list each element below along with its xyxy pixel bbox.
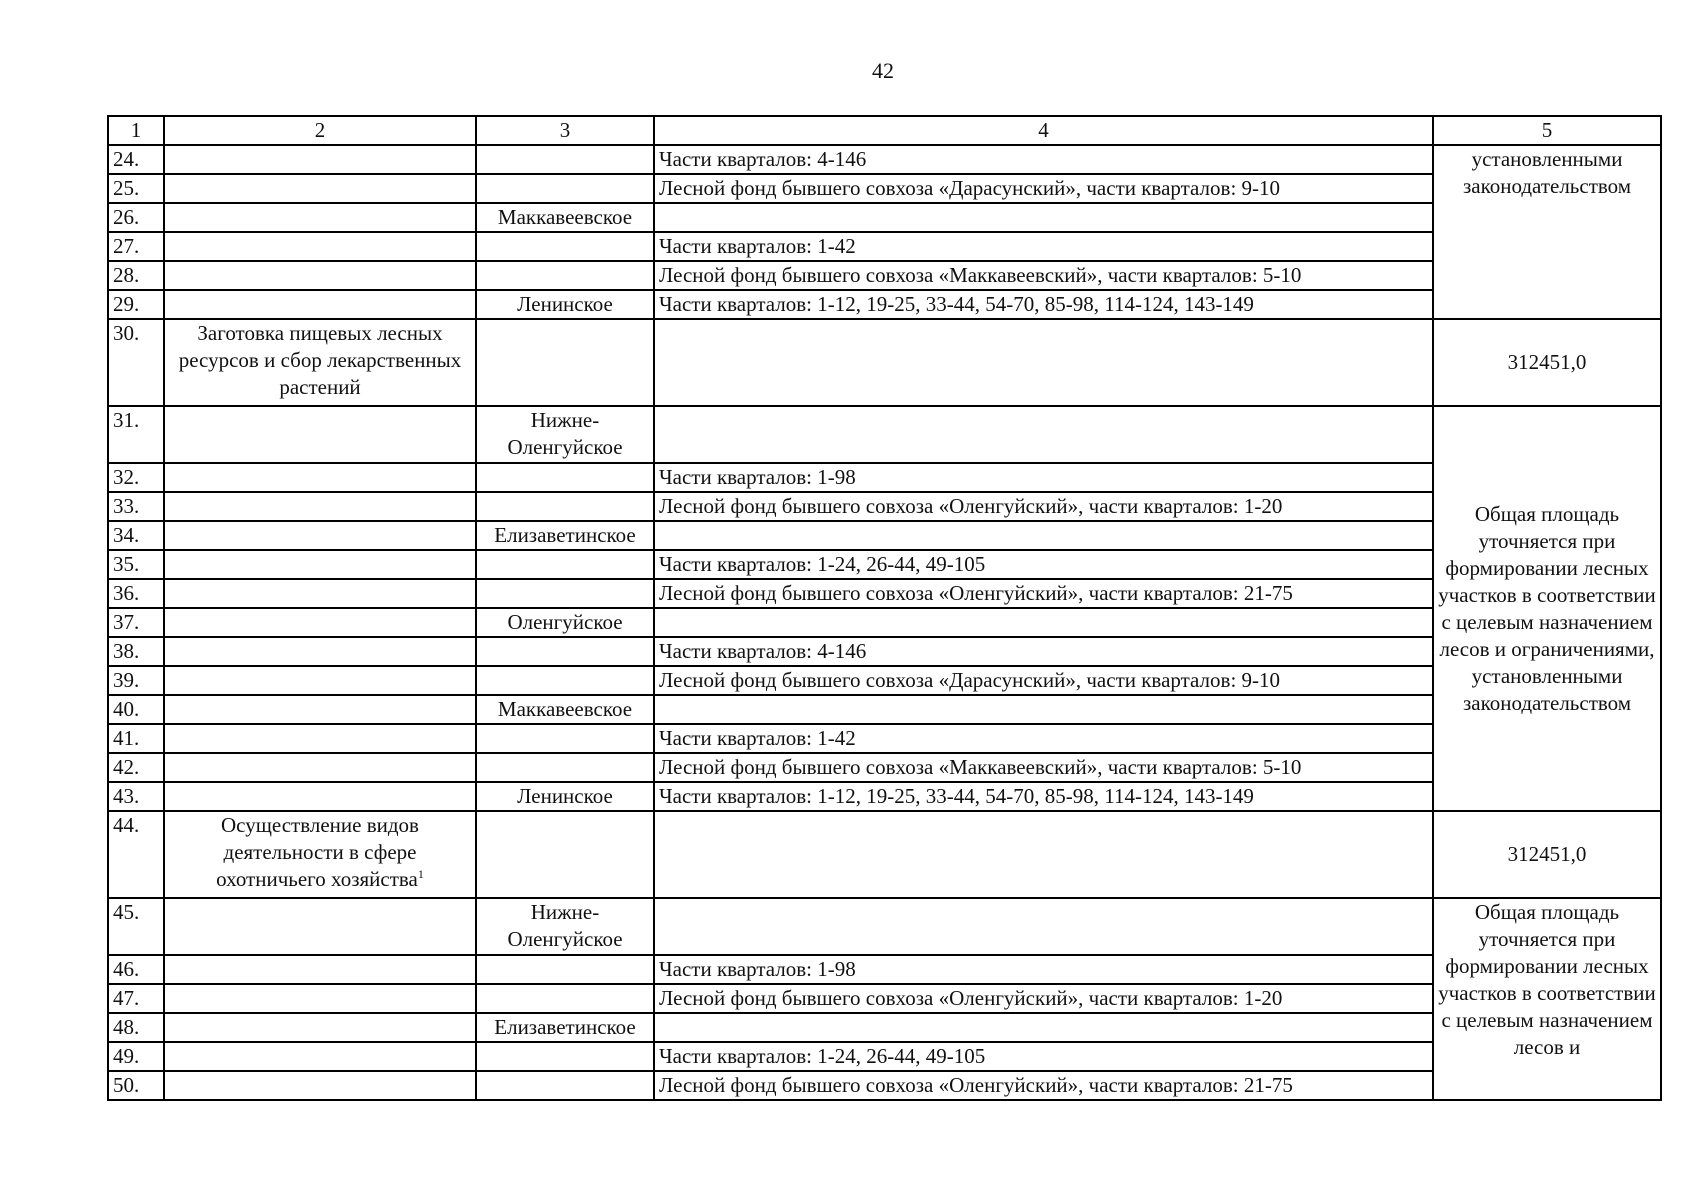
table-row [108, 232, 1661, 261]
forestry-cell [476, 1071, 654, 1100]
row-number: 42. [108, 753, 164, 782]
row-number: 34. [108, 521, 164, 550]
quarters-cell [654, 1013, 1433, 1042]
forestry-cell [476, 261, 654, 290]
row-number: 46. [108, 955, 164, 984]
quarters-cell [654, 319, 1433, 406]
row-number: 32. [108, 463, 164, 492]
forestry-cell [476, 811, 654, 898]
forestry-cell: Нижне-Оленгуйское [476, 406, 654, 463]
row-number: 47. [108, 984, 164, 1013]
table-row [108, 955, 1661, 984]
forestry-cell [476, 145, 654, 174]
row-number: 30. [108, 319, 164, 406]
row-number: 26. [108, 203, 164, 232]
activity-cell [164, 232, 476, 261]
column-header: 4 [654, 116, 1433, 145]
table-row [108, 492, 1661, 521]
forestry-cell: Маккавеевское [476, 203, 654, 232]
quarters-cell: Части кварталов: 1-42 [654, 724, 1433, 753]
row-number: 29. [108, 290, 164, 319]
row-number: 37. [108, 608, 164, 637]
activity-cell [164, 608, 476, 637]
activity-cell [164, 1013, 476, 1042]
table-row [108, 290, 1661, 319]
row-number: 38. [108, 637, 164, 666]
forestry-cell: Елизаветинское [476, 521, 654, 550]
row-number: 25. [108, 174, 164, 203]
forestry-cell: Оленгуйское [476, 608, 654, 637]
activity-cell [164, 492, 476, 521]
forestry-cell: Ленинское [476, 290, 654, 319]
activity-cell [164, 1071, 476, 1100]
forestry-cell [476, 174, 654, 203]
quarters-cell: Части кварталов: 1-12, 19-25, 33-44, 54-70, 85-98, 114-124, 143-149 [654, 290, 1433, 319]
activity-cell [164, 898, 476, 955]
column-header: 3 [476, 116, 654, 145]
page-number: 42 [872, 58, 894, 83]
quarters-cell: Лесной фонд бывшего совхоза «Оленгуйский», части кварталов: 1-20 [654, 492, 1433, 521]
row-number: 49. [108, 1042, 164, 1071]
forestry-cell [476, 319, 654, 406]
quarters-cell: Части кварталов: 1-24, 26-44, 49-105 [654, 1042, 1433, 1071]
activity-cell [164, 695, 476, 724]
quarters-cell: Лесной фонд бывшего совхоза «Маккавеевский», части кварталов: 5-10 [654, 753, 1433, 782]
table-row [108, 261, 1661, 290]
row-number: 27. [108, 232, 164, 261]
quarters-cell [654, 406, 1433, 463]
activity-cell [164, 406, 476, 463]
forestry-cell: Маккавеевское [476, 695, 654, 724]
activity-cell [164, 782, 476, 811]
quarters-cell: Части кварталов: 4-146 [654, 145, 1433, 174]
quarters-cell: Лесной фонд бывшего совхоза «Маккавеевский», части кварталов: 5-10 [654, 261, 1433, 290]
table-row [108, 203, 1661, 232]
forestry-cell: Елизаветинское [476, 1013, 654, 1042]
area-note-cell: Общая площадь уточняется при формировании лесных участков в соответствии с целевым назначением лесов и ограничениями, установленными законодательством [1433, 406, 1661, 811]
area-value-cell: 312451,0 [1433, 319, 1661, 406]
forestry-cell [476, 232, 654, 261]
activity-cell [164, 666, 476, 695]
quarters-cell [654, 203, 1433, 232]
quarters-cell: Части кварталов: 1-12, 19-25, 33-44, 54-70, 85-98, 114-124, 143-149 [654, 782, 1433, 811]
table-row [108, 579, 1661, 608]
column-header: 1 [108, 116, 164, 145]
forestry-cell [476, 724, 654, 753]
table-row [108, 608, 1661, 637]
quarters-cell [654, 521, 1433, 550]
quarters-cell [654, 608, 1433, 637]
table-row [108, 521, 1661, 550]
quarters-cell: Лесной фонд бывшего совхоза «Оленгуйский», части кварталов: 21-75 [654, 1071, 1433, 1100]
forestry-cell [476, 955, 654, 984]
activity-cell [164, 203, 476, 232]
table-row [108, 666, 1661, 695]
quarters-cell: Части кварталов: 4-146 [654, 637, 1433, 666]
quarters-cell: Лесной фонд бывшего совхоза «Оленгуйский», части кварталов: 1-20 [654, 984, 1433, 1013]
row-number: 44. [108, 811, 164, 898]
row-number: 36. [108, 579, 164, 608]
table-row [108, 174, 1661, 203]
activity-cell [164, 261, 476, 290]
quarters-cell [654, 695, 1433, 724]
area-value-cell: 312451,0 [1433, 811, 1661, 898]
row-number: 28. [108, 261, 164, 290]
table-row [108, 753, 1661, 782]
table-row [108, 695, 1661, 724]
forestry-cell [476, 666, 654, 695]
forestry-cell: Ленинское [476, 782, 654, 811]
quarters-cell: Части кварталов: 1-24, 26-44, 49-105 [654, 550, 1433, 579]
forestry-cell [476, 637, 654, 666]
area-note-cell: Общая площадь уточняется при формировании лесных участков в соответствии с целевым назначением лесов и [1433, 898, 1661, 1100]
table-row [108, 782, 1661, 811]
row-number: 45. [108, 898, 164, 955]
table-row [108, 319, 1661, 406]
table-row [108, 724, 1661, 753]
quarters-cell: Части кварталов: 1-98 [654, 463, 1433, 492]
row-number: 50. [108, 1071, 164, 1100]
footnote-marker: 1 [417, 867, 424, 881]
header-row [108, 116, 1661, 145]
table-row [108, 637, 1661, 666]
table-row [108, 984, 1661, 1013]
row-number: 41. [108, 724, 164, 753]
table-row [108, 811, 1661, 898]
activity-cell: Заготовка пищевых лесных ресурсов и сбор лекарственных растений [164, 319, 476, 406]
table-row [108, 463, 1661, 492]
table-row [108, 1042, 1661, 1071]
activity-cell [164, 724, 476, 753]
activity-cell [164, 637, 476, 666]
forestry-cell [476, 753, 654, 782]
table-row [108, 550, 1661, 579]
table-row [108, 898, 1661, 955]
quarters-cell: Лесной фонд бывшего совхоза «Дарасунский», части кварталов: 9-10 [654, 174, 1433, 203]
activity-cell [164, 955, 476, 984]
row-number: 43. [108, 782, 164, 811]
row-number: 24. [108, 145, 164, 174]
quarters-cell: Части кварталов: 1-42 [654, 232, 1433, 261]
activity-cell [164, 463, 476, 492]
activity-cell [164, 521, 476, 550]
table-row [108, 145, 1661, 174]
activity-cell [164, 174, 476, 203]
activity-cell [164, 984, 476, 1013]
row-number: 40. [108, 695, 164, 724]
column-header: 2 [164, 116, 476, 145]
forestry-cell [476, 492, 654, 521]
forestry-cell [476, 550, 654, 579]
activity-cell [164, 550, 476, 579]
forestry-cell [476, 1042, 654, 1071]
table-row [108, 406, 1661, 463]
activity-cell [164, 753, 476, 782]
activity-cell [164, 579, 476, 608]
forestry-cell [476, 463, 654, 492]
forestry-cell: Нижне-Оленгуйское [476, 898, 654, 955]
quarters-cell: Части кварталов: 1-98 [654, 955, 1433, 984]
quarters-cell [654, 811, 1433, 898]
table-row [108, 1071, 1661, 1100]
activity-cell [164, 1042, 476, 1071]
table-row [108, 1013, 1661, 1042]
quarters-cell: Лесной фонд бывшего совхоза «Дарасунский», части кварталов: 9-10 [654, 666, 1433, 695]
column-header: 5 [1433, 116, 1661, 145]
quarters-cell [654, 898, 1433, 955]
forest-use-table [107, 115, 1662, 1101]
activity-text: Осуществление видов деятельности в сфере охотничьего хозяйства [216, 813, 419, 891]
activity-cell [164, 811, 476, 898]
area-note-cell: установленными законодательством [1433, 145, 1661, 319]
forestry-cell [476, 984, 654, 1013]
row-number: 33. [108, 492, 164, 521]
activity-cell [164, 290, 476, 319]
activity-cell [164, 145, 476, 174]
row-number: 31. [108, 406, 164, 463]
row-number: 48. [108, 1013, 164, 1042]
row-number: 39. [108, 666, 164, 695]
quarters-cell: Лесной фонд бывшего совхоза «Оленгуйский», части кварталов: 21-75 [654, 579, 1433, 608]
forestry-cell [476, 579, 654, 608]
row-number: 35. [108, 550, 164, 579]
